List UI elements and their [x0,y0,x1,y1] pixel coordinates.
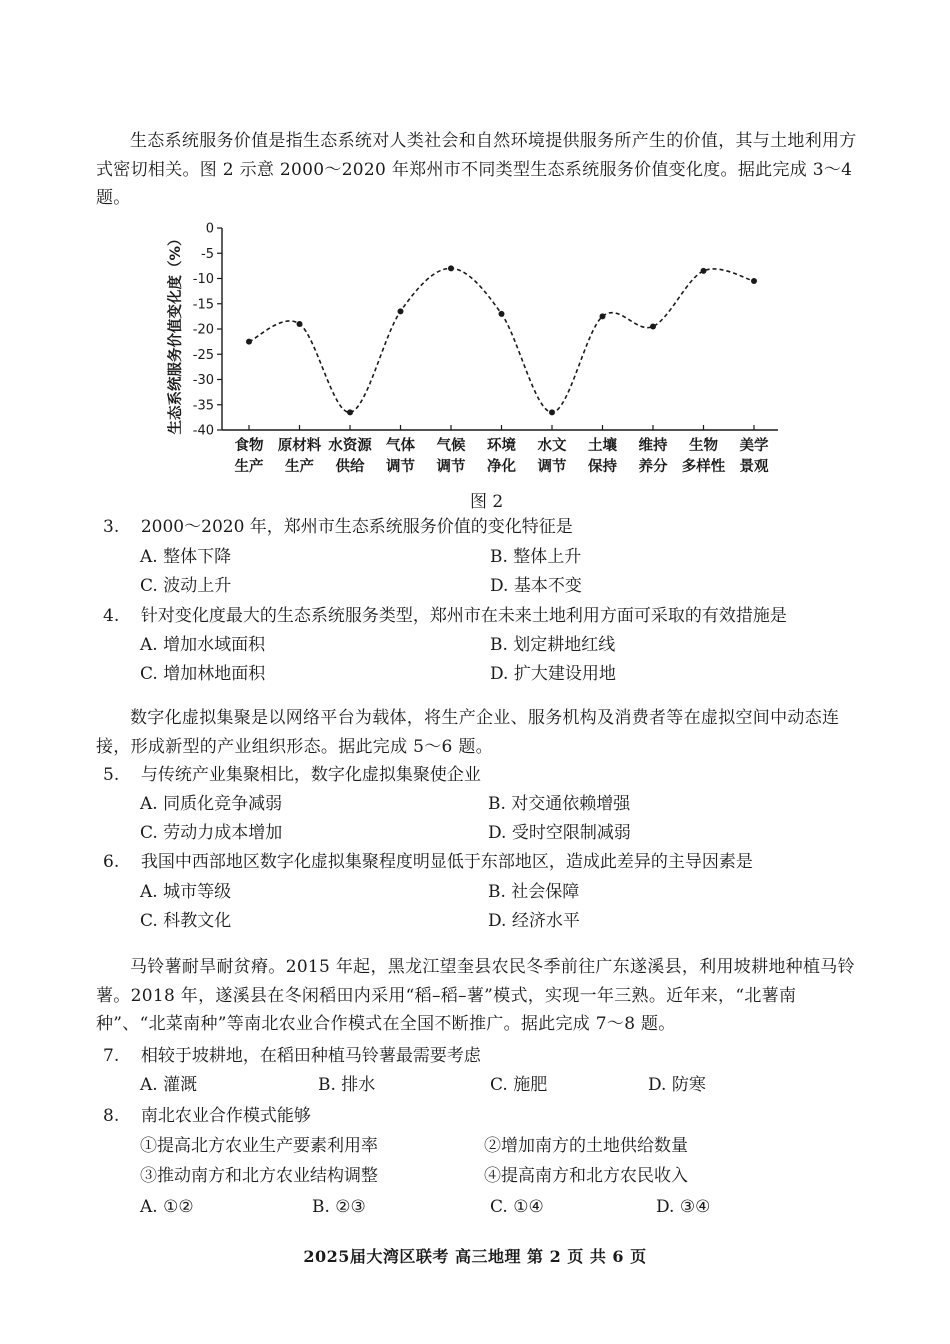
question-number: 8. [103,1106,120,1126]
option-7a: A. 灌溉 [140,1075,198,1095]
data-point [701,268,707,274]
x-category-label: 供给 [335,459,365,475]
page-footer: 2025届大湾区联考 高三地理 第 2 页 共 6 页 [303,1247,647,1266]
question-4 [103,604,787,628]
option-7d: D. 防寒 [648,1075,706,1095]
x-category-label: 调节 [537,459,567,475]
option-8c: C. ①④ [490,1197,544,1217]
option-7b: B. 排水 [318,1075,376,1095]
x-category-label: 调节 [436,459,466,475]
question-text: 南北农业合作模式能够 [140,1106,311,1126]
option-5c: C. 劳动力成本增加 [140,823,283,843]
data-point [499,311,505,317]
option-4a: A. 增加水域面积 [140,635,266,655]
question-text: 针对变化度最大的生态系统服务类型，郑州市在未来土地利用方面可采取的有效措施是 [140,606,787,626]
option-5a: A. 同质化竞争减弱 [140,794,283,814]
question-text: 2000～2020 年，郑州市生态系统服务价值的变化特征是 [140,517,573,537]
option-5b: B. 对交通依赖增强 [488,794,631,814]
question-7 [103,1044,481,1068]
y-tick-label: -30 [192,373,214,388]
x-category-label: 美学 [739,438,769,454]
question-text: 与传统产业集聚相比，数字化虚拟集聚使企业 [140,765,481,785]
x-category-label: 维持 [638,438,668,454]
intro-paragraph-3-4: 生态系统服务价值是指生态系统对人类社会和自然环境提供服务所产生的价值，其与土地利用方式密切相关。图 2 示意 2000～2020 年郑州市不同类型生态系统服务价值变化度。据此完成 3～4 题。 [96,131,857,208]
x-category-label: 水资源 [328,438,372,454]
data-point [398,308,404,314]
option-5d: D. 受时空限制减弱 [488,823,631,843]
x-category-label: 食物 [234,438,264,454]
option-8b: B. ②③ [312,1197,366,1217]
option-6d: D. 经济水平 [488,911,580,931]
data-point [246,339,252,345]
question-text: 相较于坡耕地，在稻田种植马铃薯最需要考虑 [140,1046,481,1066]
question-number: 7. [103,1046,120,1066]
question-5 [103,763,481,787]
option-6c: C. 科教文化 [140,911,232,931]
statement-4: ④提高南方和北方农民收入 [484,1166,688,1186]
x-category-label: 保持 [588,459,617,475]
x-category-label: 多样性 [681,459,726,475]
data-point [297,321,303,327]
y-tick-label: -5 [201,246,214,262]
x-category-label: 气候 [436,438,466,454]
ecosystem-service-value-chart [150,218,800,480]
statement-2: ②增加南方的土地供给数量 [484,1136,688,1156]
option-6a: A. 城市等级 [140,882,232,902]
option-4c: C. 增加林地面积 [140,664,266,684]
x-category-label: 生产 [285,459,314,475]
option-3d: D. 基本不变 [490,576,582,596]
question-number: 4. [103,606,120,626]
intro-paragraph-5-6: 数字化虚拟集聚是以网络平台为载体，将生产企业、服务机构及消费者等在虚拟空间中动态连接，形成新型的产业组织形态。据此完成 5～6 题。 [96,708,840,757]
y-tick-label: -25 [192,347,214,363]
x-category-label: 环境 [487,438,516,454]
x-category-label: 生物 [689,438,718,454]
x-category-label: 气体 [386,438,415,454]
statement-1: ①提高北方农业生产要素利用率 [140,1136,378,1156]
question-number: 3. [103,517,120,537]
figure-label: 图 2 [470,492,504,512]
question-3 [103,515,573,539]
x-category-label: 水文 [537,438,567,454]
question-number: 5. [103,765,120,785]
x-category-label: 土壤 [588,438,617,454]
question-text: 我国中西部地区数字化虚拟集聚程度明显低于东部地区，造成此差异的主导因素是 [140,852,753,872]
data-point [448,265,454,271]
x-category-label: 调节 [386,459,415,475]
y-tick-label: 0 [205,221,214,237]
option-4d: D. 扩大建设用地 [490,664,616,684]
x-category-label: 净化 [487,459,516,475]
data-point [751,278,757,284]
y-axis-label: 生态系统服务价值变化度（%） [168,231,184,435]
option-8d: D. ③④ [656,1197,711,1217]
option-8a: A. ①② [140,1197,194,1217]
option-3c: C. 波动上升 [140,576,232,596]
x-category-label: 生产 [234,459,264,475]
y-tick-label: -20 [192,322,214,338]
y-tick-label: -35 [192,398,214,414]
x-category-label: 原材料 [277,438,322,454]
option-7c: C. 施肥 [490,1075,548,1095]
data-point [600,313,606,319]
y-tick-label: -40 [192,423,214,439]
y-tick-label: -10 [192,272,214,287]
x-category-label: 景观 [739,459,769,475]
option-3a: A. 整体下降 [140,547,232,567]
option-3b: B. 整体上升 [490,547,582,567]
question-6 [103,850,753,874]
x-category-label: 养分 [638,459,668,475]
data-point [347,409,353,415]
option-4b: B. 划定耕地红线 [490,635,616,655]
question-number: 6. [103,852,120,872]
data-point [549,409,555,415]
statement-3: ③推动南方和北方农业结构调整 [140,1166,378,1186]
y-tick-label: -15 [192,297,214,313]
data-point [650,323,656,329]
intro-paragraph-7-8: 马铃薯耐旱耐贫瘠。2015 年起，黑龙江望奎县农民冬季前往广东遂溪县，利用坡耕地种植马铃薯。2018 年，遂溪县在冬闲稻田内采用“稻–稻–薯”模式，实现一年三熟。近年来，“北薯南种”、“北菜南种”等南北农业合作模式在全国不断推广。据此完成 7～8 题。 [96,957,855,1034]
question-8 [103,1104,311,1128]
option-6b: B. 社会保障 [488,882,580,902]
series-line [249,268,754,412]
